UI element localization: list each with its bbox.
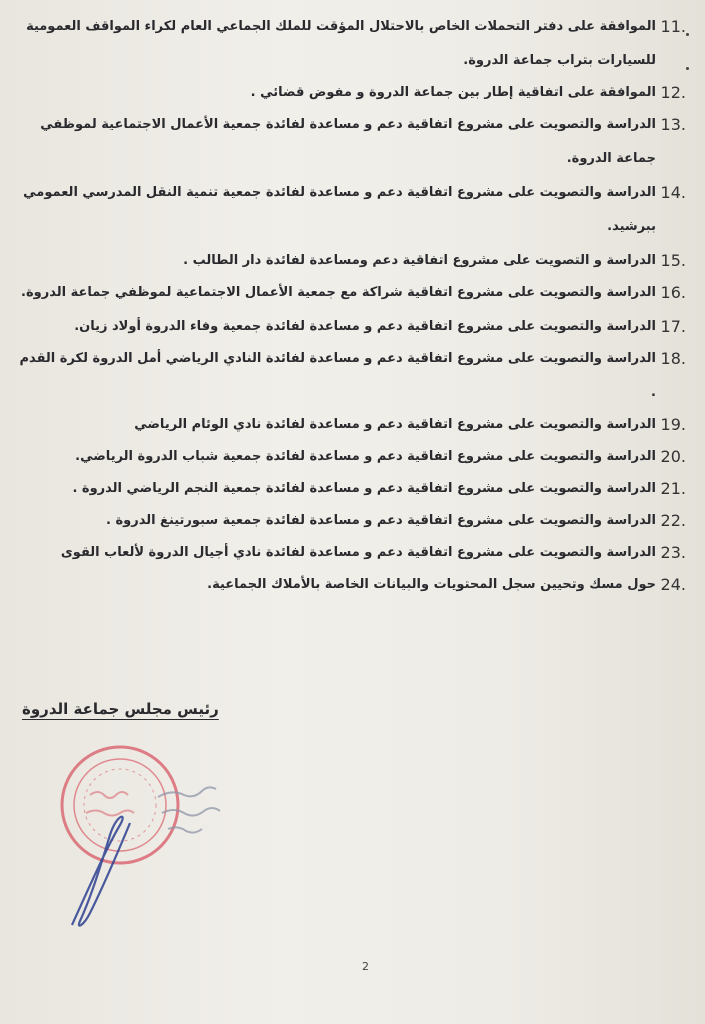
agenda-item	[14, 342, 686, 410]
item-text: الدراسة والتصويت على مشروع اتفاقية دعم و مساعدة لفائدة جمعية تنمية النقل المدرسي العمومي ببرشيد.	[23, 185, 656, 234]
item-text: الدراسة و التصويت على مشروع اتفاقية دعم ومساعدة لفائدة دار الطالب .	[183, 253, 656, 268]
item-number: 19.	[660, 415, 686, 434]
item-text: الدراسة والتصويت على مشروع اتفاقية دعم و مساعدة لفائدة جمعية وفاء الدروة أولاد زيان.	[74, 319, 656, 334]
agenda-item	[14, 108, 686, 176]
item-number: 22.	[660, 511, 686, 530]
item-text: الدراسة والتصويت على مشروع اتفاقية دعم و مساعدة لفائدة جمعية الأعمال الاجتماعية لموظفي جماعة الدروة.	[40, 117, 656, 166]
agenda-item	[14, 244, 686, 278]
item-number: 12.	[660, 83, 686, 102]
item-text: الدراسة والتصويت على مشروع اتفاقية دعم و مساعدة لفائدة نادي أجيال الدروة لألعاب القوى	[60, 545, 656, 560]
item-number: 11.	[660, 17, 686, 36]
item-text: الموافقة على دفتر التحملات الخاص بالاحتلال المؤقت للملك الجماعي العام لكراء المواقف العمومية للسيارات بتراب جماعة الدروة.	[26, 19, 656, 68]
margin-dot	[686, 67, 689, 70]
agenda-item	[14, 440, 686, 474]
signature-stroke	[72, 817, 130, 926]
agenda-item	[14, 76, 686, 110]
item-number: 17.	[660, 317, 686, 336]
stamp-handwriting	[158, 787, 220, 832]
agenda-item	[14, 568, 686, 602]
item-text: الدراسة والتصويت على مشروع اتفاقية شراكة مع جمعية الأعمال الاجتماعية لموظفي جماعة الدروة.	[21, 285, 656, 300]
agenda-item	[14, 10, 686, 78]
agenda-item	[14, 504, 686, 538]
official-stamp	[50, 735, 250, 935]
item-text: الدراسة والتصويت على مشروع اتفاقية دعم و مساعدة لفائدة جمعية شباب الدروة الرياضي.	[75, 449, 656, 464]
agenda-item	[14, 176, 686, 244]
item-number: 20.	[660, 447, 686, 466]
item-number: 13.	[660, 115, 686, 134]
margin-dot	[686, 33, 689, 36]
item-text: الدراسة والتصويت على مشروع اتفاقية دعم و مساعدة لفائدة جمعية النجم الرياضي الدروة .	[72, 481, 656, 496]
item-text: حول مسك وتحيين سجل المحتويات والبيانات الخاصة بالأملاك الجماعية.	[207, 577, 656, 592]
item-text: الدراسة والتصويت على مشروع اتفاقية دعم و مساعدة لفائدة جمعية سبورتينغ الدروة .	[105, 513, 656, 528]
item-text: الموافقة على اتفاقية إطار بين جماعة الدروة و مفوض قضائي .	[250, 85, 656, 100]
item-text: الدراسة والتصويت على مشروع اتفاقية دعم و مساعدة لفائدة نادي الوئام الرياضي	[134, 417, 656, 432]
agenda-item	[14, 536, 686, 570]
item-number: 23.	[660, 543, 686, 562]
agenda-item	[14, 310, 686, 344]
agenda-item	[14, 472, 686, 506]
agenda-item	[14, 276, 686, 310]
agenda-item	[14, 408, 686, 442]
item-number: 15.	[660, 251, 686, 270]
item-number: 14.	[660, 183, 686, 202]
agenda-list	[14, 10, 686, 602]
item-number: 16.	[660, 283, 686, 302]
item-number: 24.	[660, 575, 686, 594]
item-number: 21.	[660, 479, 686, 498]
page-number: 2	[362, 960, 369, 973]
item-number: 18.	[660, 349, 686, 368]
signatory-title: رئيس مجلس جماعة الدروة	[22, 700, 219, 718]
item-text: الدراسة والتصويت على مشروع اتفاقية دعم و مساعدة لفائدة النادي الرياضي أمل الدروة لكرة القدم .	[19, 351, 656, 400]
